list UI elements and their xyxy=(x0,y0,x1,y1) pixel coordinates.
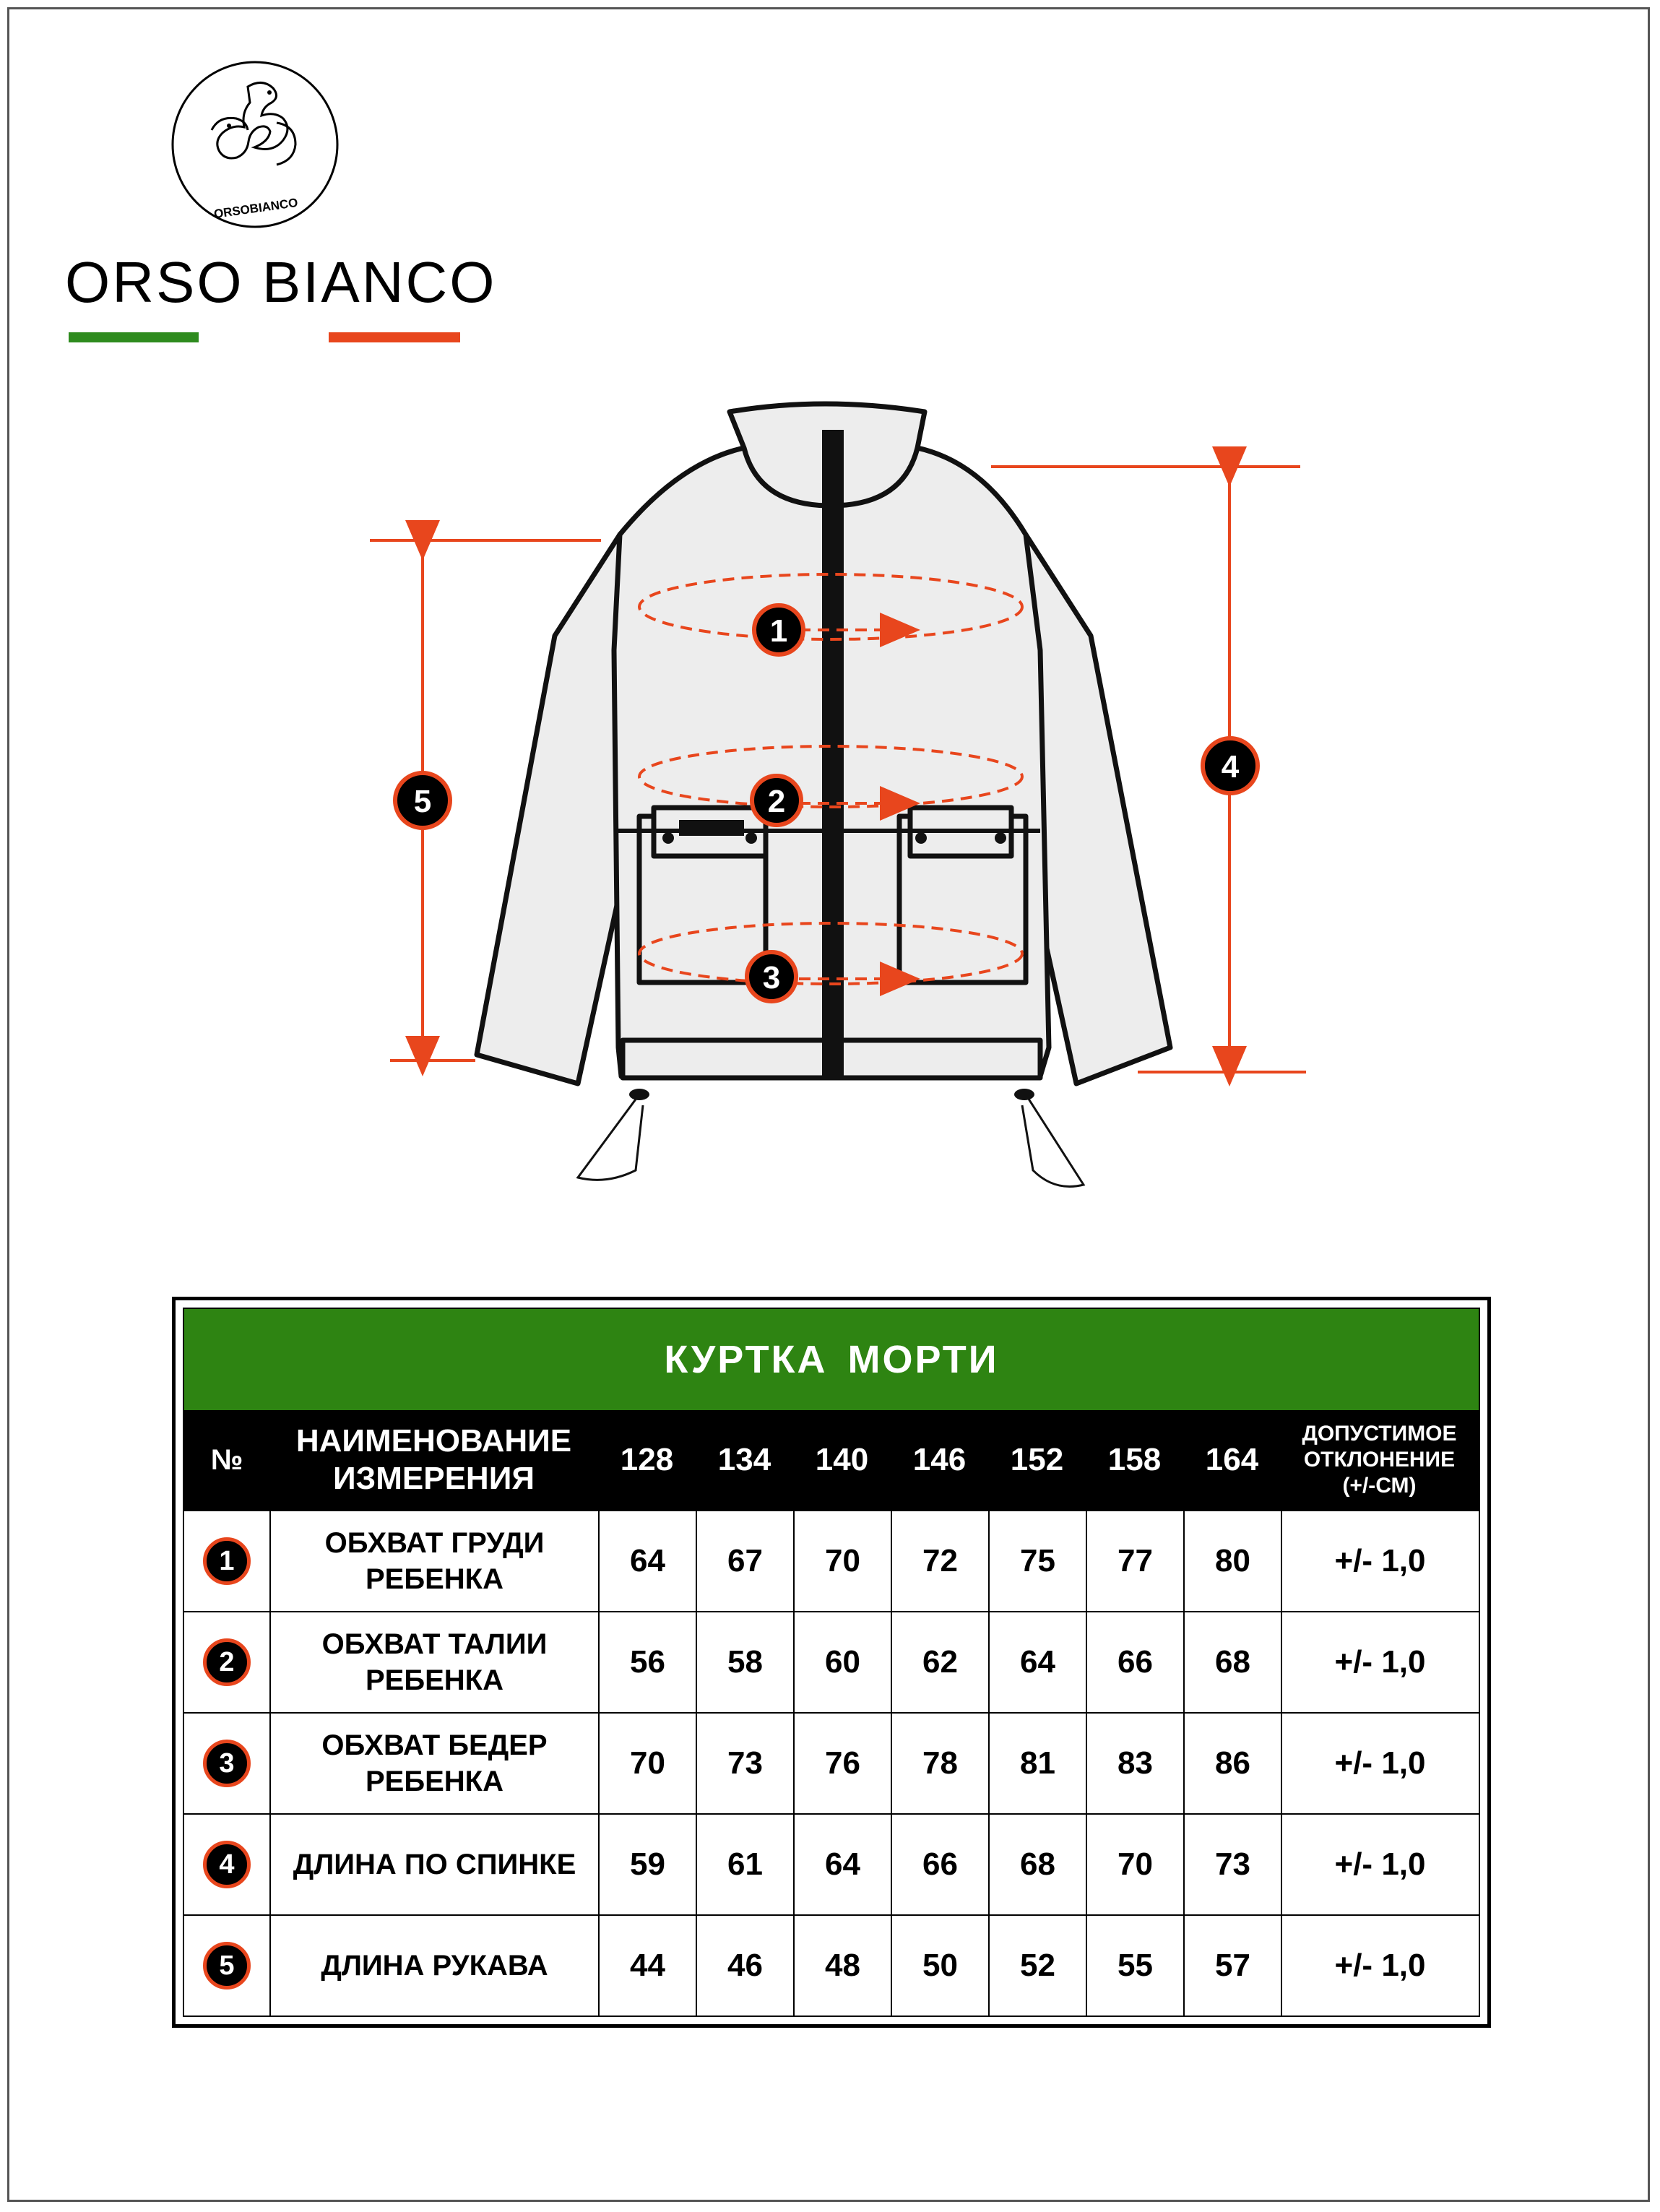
header-name: НАИМЕНОВАНИЕ ИЗМЕРЕНИЯ xyxy=(295,1423,572,1496)
header-size: 164 xyxy=(1205,1442,1259,1477)
row-number-cell xyxy=(184,1714,269,1813)
table-row xyxy=(184,1611,1479,1712)
table-row xyxy=(184,1510,1479,1611)
header-tolerance: ДОПУСТИМОЕ ОТКЛОНЕНИЕ (+/-СМ) xyxy=(1302,1422,1457,1498)
row-number-badge: 4 xyxy=(203,1841,251,1888)
header-number: № xyxy=(210,1443,243,1476)
brand-name: ORSO BIANCO xyxy=(65,250,497,314)
size-value: 68 xyxy=(1183,1612,1281,1712)
measurement-name: ОБХВАТ БЕДЕР РЕБЕНКА xyxy=(269,1714,598,1813)
size-value: 62 xyxy=(891,1612,988,1712)
marker-4-icon xyxy=(1203,738,1258,793)
tolerance-value: +/- 1,0 xyxy=(1281,1714,1478,1813)
size-value: 77 xyxy=(1086,1511,1183,1611)
table-title: КУРТКА МОРТИ xyxy=(184,1309,1479,1410)
svg-text:3: 3 xyxy=(762,960,781,995)
table-row xyxy=(184,1914,1479,2016)
svg-text:1: 1 xyxy=(769,613,788,649)
svg-text:2: 2 xyxy=(767,784,786,819)
size-value: 57 xyxy=(1183,1916,1281,2016)
header-size: 146 xyxy=(912,1442,967,1477)
size-value: 78 xyxy=(891,1714,988,1813)
size-value: 72 xyxy=(891,1511,988,1611)
size-value: 59 xyxy=(598,1815,696,1914)
table-row xyxy=(184,1712,1479,1813)
size-value: 46 xyxy=(696,1916,793,2016)
size-value: 68 xyxy=(988,1815,1086,1914)
row-number-badge: 3 xyxy=(203,1740,251,1787)
size-value: 73 xyxy=(1183,1815,1281,1914)
size-value: 55 xyxy=(1086,1916,1183,2016)
size-value: 80 xyxy=(1183,1511,1281,1611)
size-value: 64 xyxy=(988,1612,1086,1712)
marker-1-icon xyxy=(754,605,803,654)
measurement-name: ОБХВАТ ТАЛИИ РЕБЕНКА xyxy=(269,1612,598,1712)
size-value: 60 xyxy=(793,1612,891,1712)
svg-text:4: 4 xyxy=(1221,749,1240,785)
size-value: 64 xyxy=(793,1815,891,1914)
header-size: 128 xyxy=(620,1442,674,1477)
header-size: 158 xyxy=(1107,1442,1162,1477)
size-value: 44 xyxy=(598,1916,696,2016)
measurement-name: ДЛИНА ПО СПИНКЕ xyxy=(269,1815,598,1914)
size-value: 70 xyxy=(793,1511,891,1611)
size-value: 66 xyxy=(891,1815,988,1914)
row-number-cell xyxy=(184,1916,269,2016)
tolerance-value: +/- 1,0 xyxy=(1281,1511,1478,1611)
row-number-cell xyxy=(184,1815,269,1914)
measurement-name: ОБХВАТ ГРУДИ РЕБЕНКА xyxy=(269,1511,598,1611)
flag-green-bar xyxy=(69,332,199,342)
tolerance-value: +/- 1,0 xyxy=(1281,1612,1478,1712)
size-value: 58 xyxy=(696,1612,793,1712)
svg-text:ORSOBIANCO: ORSOBIANCO xyxy=(212,195,299,221)
jacket-diagram xyxy=(0,390,1660,1199)
size-value: 75 xyxy=(988,1511,1086,1611)
size-value: 83 xyxy=(1086,1714,1183,1813)
brand-logo-icon xyxy=(168,58,342,231)
size-table xyxy=(183,1308,1480,2017)
marker-2-icon xyxy=(752,776,801,825)
size-value: 81 xyxy=(988,1714,1086,1813)
row-number-badge: 2 xyxy=(203,1638,251,1686)
row-number-badge: 5 xyxy=(203,1942,251,1989)
size-value: 61 xyxy=(696,1815,793,1914)
header-size: 134 xyxy=(717,1442,771,1477)
marker-5-icon xyxy=(395,773,450,828)
row-number-badge: 1 xyxy=(203,1537,251,1585)
row-number-cell xyxy=(184,1612,269,1712)
size-value: 73 xyxy=(696,1714,793,1813)
size-value: 76 xyxy=(793,1714,891,1813)
size-value: 70 xyxy=(1086,1815,1183,1914)
tolerance-value: +/- 1,0 xyxy=(1281,1815,1478,1914)
svg-text:5: 5 xyxy=(413,784,432,819)
marker-3-icon xyxy=(747,952,796,1001)
size-value: 86 xyxy=(1183,1714,1281,1813)
tolerance-value: +/- 1,0 xyxy=(1281,1916,1478,2016)
header-size: 152 xyxy=(1010,1442,1064,1477)
size-value: 64 xyxy=(598,1511,696,1611)
row-number-cell xyxy=(184,1511,269,1611)
size-value: 67 xyxy=(696,1511,793,1611)
size-value: 70 xyxy=(598,1714,696,1813)
flag-red-bar xyxy=(329,332,460,342)
size-value: 48 xyxy=(793,1916,891,2016)
size-value: 56 xyxy=(598,1612,696,1712)
header-size: 140 xyxy=(815,1442,869,1477)
size-value: 52 xyxy=(988,1916,1086,2016)
measurement-name: ДЛИНА РУКАВА xyxy=(269,1916,598,2016)
table-row xyxy=(184,1813,1479,1914)
table-header-row xyxy=(184,1410,1479,1510)
size-value: 66 xyxy=(1086,1612,1183,1712)
size-value: 50 xyxy=(891,1916,988,2016)
